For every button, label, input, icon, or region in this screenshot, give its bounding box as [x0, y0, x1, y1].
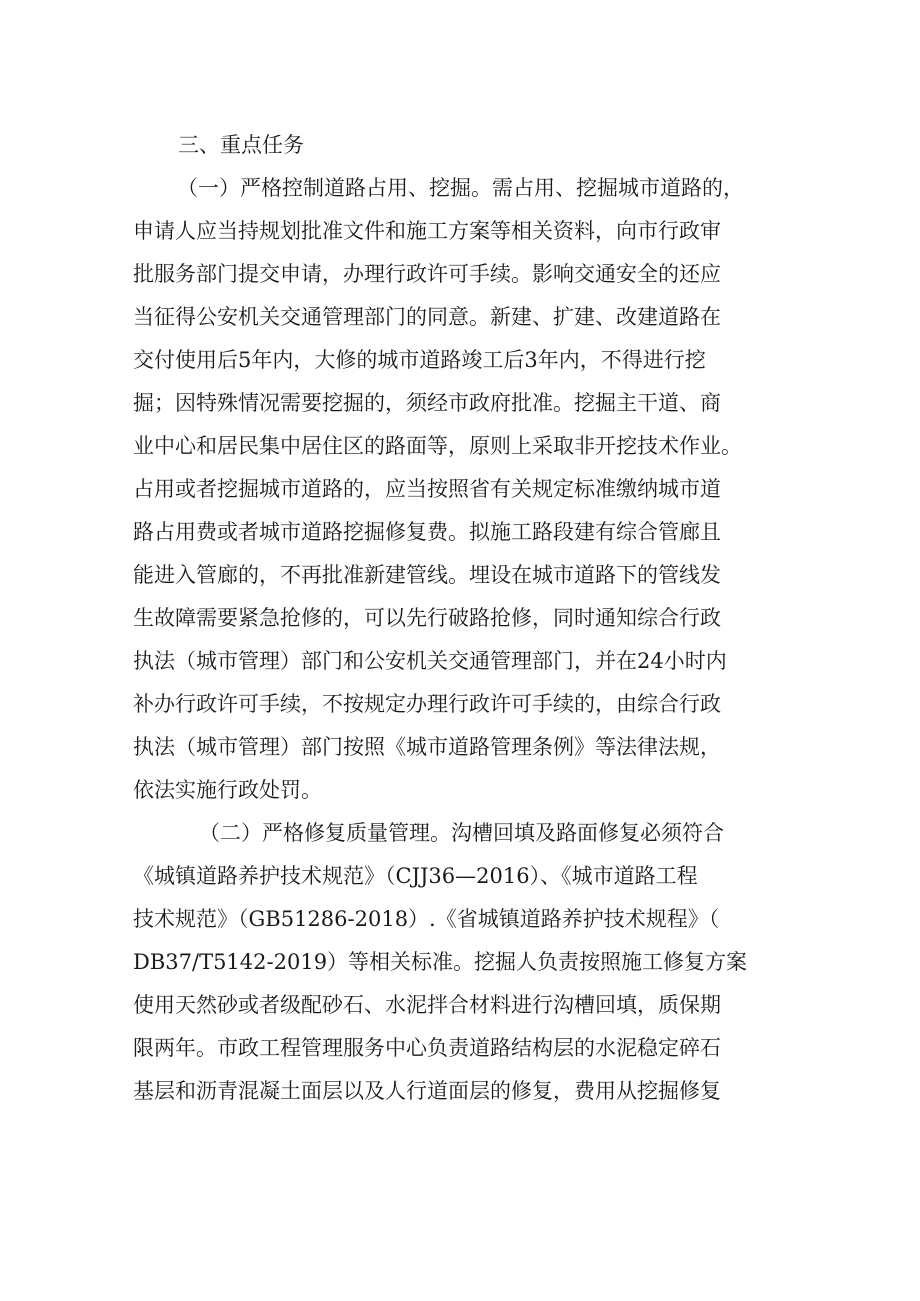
text-line: 执法（城市管理）部门和公安机关交通管理部门，并在24小时内 [133, 649, 727, 673]
text-line: 交付使用后5年内，大修的城市道路竣工后3年内，不得进行挖 [133, 348, 706, 372]
text-line: 生故障需要紧急抢修的，可以先行破路抢修，同时通知综合行政 [133, 606, 721, 630]
text-line: 《城镇道路养护技术规范》（CJJ36—2016）、《城市道路工程 [133, 864, 698, 888]
text-line: 执法（城市管理）部门按照《城市道路管理条例》等法律法规， [133, 735, 721, 759]
paragraph-2 [133, 812, 807, 1113]
text-line: 路占用费或者城市道路挖掘修复费。拟施工路段建有综合管廊且 [133, 520, 721, 544]
text-line: 技术规范》（GB51286-2018）.《省城镇道路养护技术规程》（ [133, 907, 720, 931]
text-line: 申请人应当持规划批准文件和施工方案等相关资料，向市行政审 [133, 219, 721, 243]
text-line: 占用或者挖掘城市道路的，应当按照省有关规定标准缴纳城市道 [133, 477, 721, 501]
text-line: 依法实施行政处罚。 [133, 778, 322, 802]
text-line: DB37/T5142-2019）等相关标准。挖掘人负责按照施工修复方案 [133, 950, 748, 974]
text-line: 业中心和居民集中居住区的路面等，原则上采取非开挖技术作业。 [133, 434, 742, 458]
text-line: 当征得公安机关交通管理部门的同意。新建、扩建、改建道路在 [133, 305, 721, 329]
text-line: 能进入管廊的，不再批准新建管线。埋设在城市道路下的管线发 [133, 563, 721, 587]
paragraph-1 [133, 167, 807, 812]
text-line: 使用天然砂或者级配砂石、水泥拌合材料进行沟槽回填，质保期 [133, 993, 721, 1017]
text-line: （二）严格修复质量管理。沟槽回填及路面修复必须符合 [199, 821, 724, 845]
text-line: 限两年。市政工程管理服务中心负责道路结构层的水泥稳定碎石 [133, 1036, 721, 1060]
section-heading: 三、重点任务 [178, 133, 304, 157]
text-line: 基层和沥青混凝土面层以及人行道面层的修复，费用从挖掘修复 [133, 1079, 721, 1103]
text-line: 掘；因特殊情况需要挖掘的，须经市政府批准。挖掘主干道、商 [133, 391, 721, 415]
text-line: 批服务部门提交申请，办理行政许可手续。影响交通安全的还应 [133, 262, 721, 286]
text-line: 补办行政许可手续，不按规定办理行政许可手续的，由综合行政 [133, 692, 721, 716]
document-body [133, 124, 807, 1113]
text-line: （一）严格控制道路占用、挖掘。需占用、挖掘城市道路的， [177, 176, 744, 200]
